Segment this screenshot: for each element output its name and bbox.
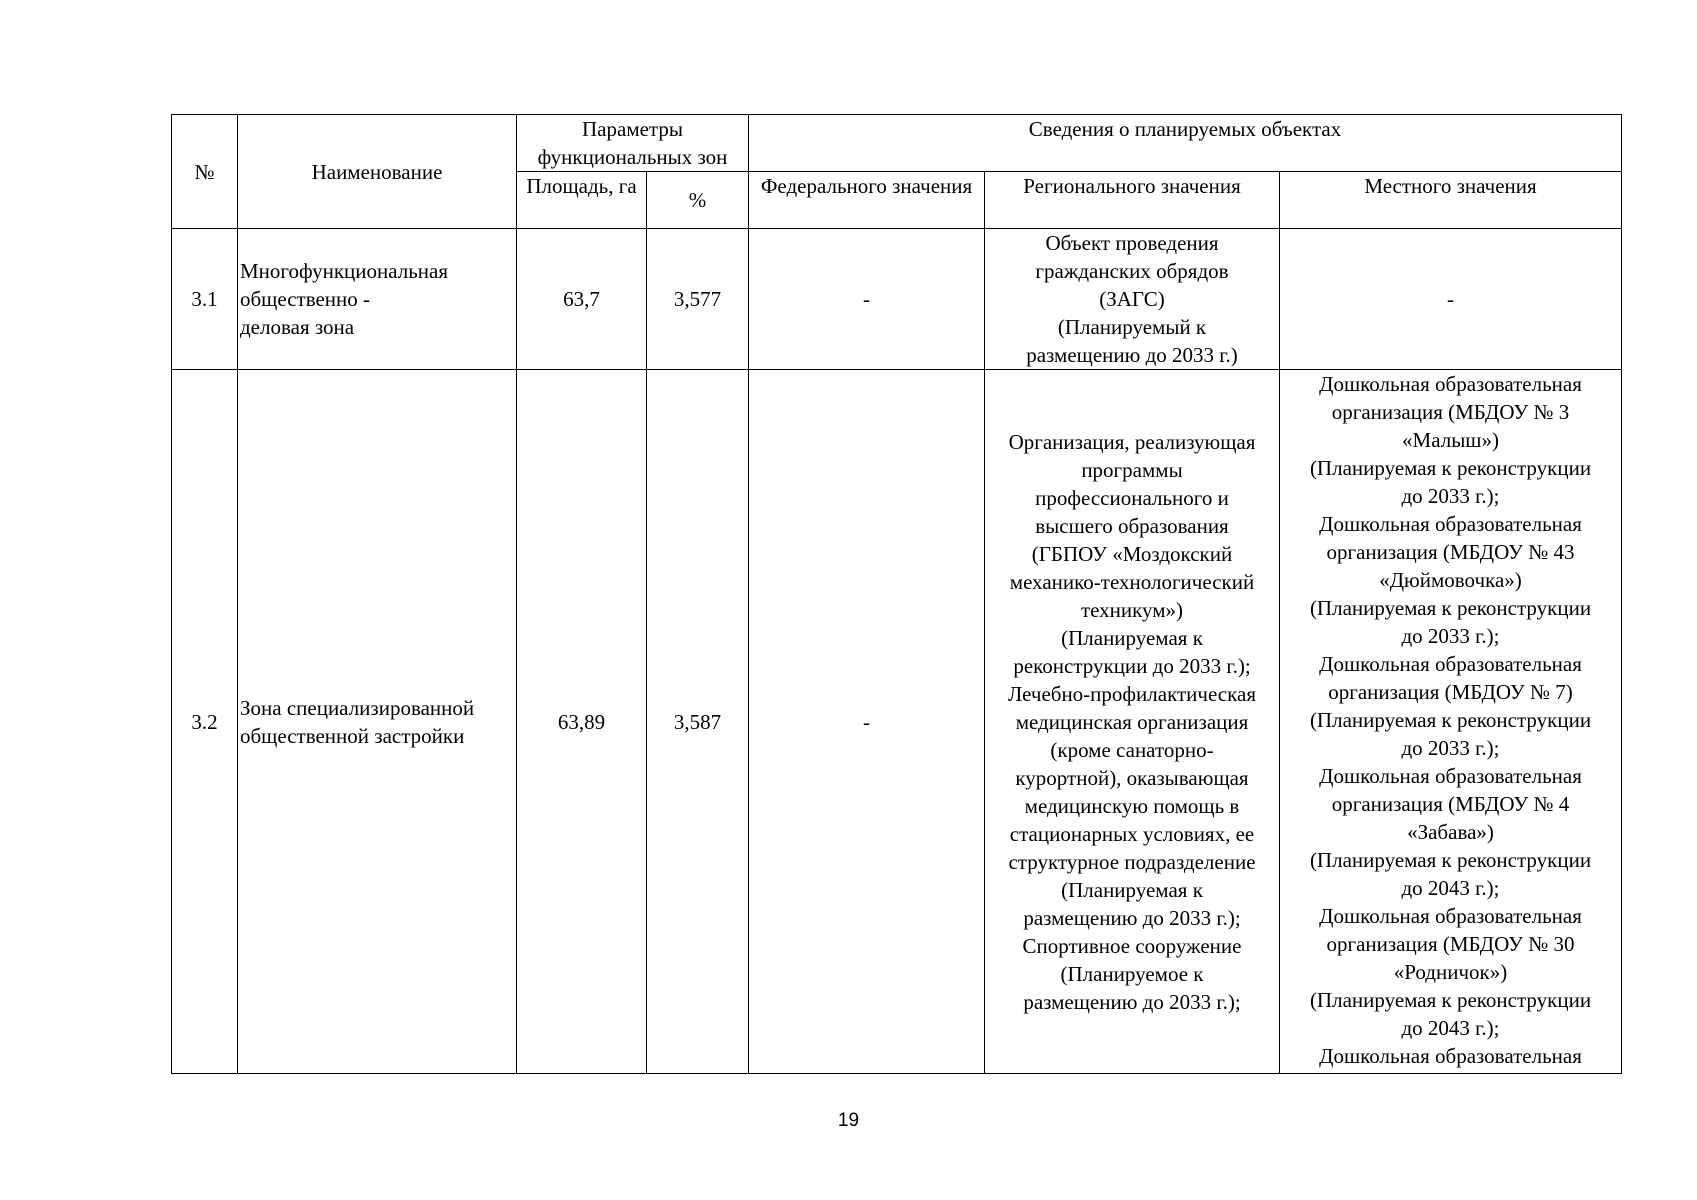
row-name xyxy=(238,370,517,1074)
row-local-line: «Родничок») xyxy=(1393,960,1508,984)
header-params: Параметры функциональных зон xyxy=(517,115,749,172)
table-row xyxy=(172,370,1622,1074)
header-info: Сведения о планируемых объектах xyxy=(749,115,1622,172)
row-regional xyxy=(985,229,1280,370)
row-regional-line: (ГБПОУ «Моздокский xyxy=(1031,541,1233,566)
header-num: № xyxy=(172,115,238,229)
row-local-line: «Малыш») xyxy=(1402,428,1499,452)
row-name xyxy=(238,229,517,370)
row-area: 63,89 xyxy=(517,370,647,1074)
row-regional-line: реконструкции до 2033 г.); xyxy=(1013,653,1251,678)
row-local-line: до 2033 г.); xyxy=(1401,484,1500,508)
row-regional-line: Спортивное сооружение xyxy=(1022,933,1242,958)
row-regional-line: (Планируемая к xyxy=(1061,625,1203,650)
row-regional-line: медицинскую помощь в xyxy=(1024,793,1240,818)
row-regional-line: Организация, реализующая xyxy=(1008,429,1256,454)
row-regional-line: (ЗАГС) xyxy=(1099,287,1165,311)
row-federal: - xyxy=(749,229,985,370)
table-row xyxy=(172,229,1622,370)
row-local-line: организация (МБДОУ № 3 xyxy=(1331,400,1570,424)
row-local-line: Дошкольная образовательная xyxy=(1319,512,1582,536)
row-local-line: организация (МБДОУ № 43 xyxy=(1326,540,1575,564)
row-local xyxy=(1280,370,1622,1074)
row-local-line: (Планируемая к реконструкции xyxy=(1309,708,1592,732)
row-regional-line: размещению до 2033 г.); xyxy=(1023,905,1241,930)
row-name-line: деловая зона xyxy=(240,315,355,339)
header-percent: % xyxy=(647,172,749,229)
row-local-line: организация (МБДОУ № 7) xyxy=(1328,680,1573,704)
page-number: 19 xyxy=(837,1110,860,1131)
row-regional-line: гражданских обрядов xyxy=(1035,259,1229,283)
row-area: 63,7 xyxy=(517,229,647,370)
header-row-1 xyxy=(172,115,1622,172)
row-local-line: Дошкольная образовательная xyxy=(1319,652,1582,676)
row-name-line: Многофункциональная xyxy=(240,259,449,283)
header-name: Наименование xyxy=(238,115,517,229)
row-regional-line: техникум») xyxy=(1080,597,1184,622)
row-regional-line: профессионального и xyxy=(1035,485,1229,510)
row-regional-line: (Планируемая к xyxy=(1061,877,1203,902)
row-percent: 3,577 xyxy=(647,229,749,370)
row-regional-line: механико-технологический xyxy=(1009,569,1255,594)
header-federal: Федерального значения xyxy=(749,172,985,229)
row-local-line: до 2043 г.); xyxy=(1401,1016,1500,1040)
header-area: Площадь, га xyxy=(517,172,647,229)
row-local-line: «Дюймовочка») xyxy=(1379,568,1522,592)
row-regional-line: размещению до 2033 г.) xyxy=(1026,343,1238,367)
row-regional-line: программы xyxy=(1081,457,1183,482)
row-num: 3.1 xyxy=(172,229,238,370)
row-name-line: общественной застройки xyxy=(240,723,465,748)
row-local-line: (Планируемая к реконструкции xyxy=(1309,596,1592,620)
row-local-line: Дошкольная образовательная xyxy=(1319,904,1582,928)
planned-objects-table xyxy=(171,114,1622,1074)
row-regional-line: структурное подразделение xyxy=(1008,849,1256,874)
row-local-line: (Планируемая к реконструкции xyxy=(1309,456,1592,480)
row-regional-line: размещению до 2033 г.); xyxy=(1023,989,1241,1014)
header-regional: Регионального значения xyxy=(985,172,1280,229)
row-federal: - xyxy=(749,370,985,1074)
row-local-line: Дошкольная образовательная xyxy=(1319,372,1582,396)
row-regional-line: (Планируемое к xyxy=(1060,961,1204,986)
row-regional-line: высшего образования xyxy=(1035,513,1229,538)
row-local-line: до 2033 г.); xyxy=(1401,736,1500,760)
row-name-line: Зона специализированной xyxy=(240,695,475,720)
row-local-line: организация (МБДОУ № 30 xyxy=(1326,932,1575,956)
row-local-line: до 2033 г.); xyxy=(1401,624,1500,648)
row-regional-line: стационарных условиях, ее xyxy=(1009,821,1255,846)
row-local-line: Дошкольная образовательная xyxy=(1319,1044,1582,1068)
row-regional-line: (кроме санаторно- xyxy=(1050,737,1214,762)
row-regional-line: (Планируемый к xyxy=(1057,315,1207,339)
row-local-line: «Забава») xyxy=(1407,820,1494,844)
row-regional xyxy=(985,370,1280,1074)
row-num: 3.2 xyxy=(172,370,238,1074)
row-regional-line: курортной), оказывающая xyxy=(1015,765,1249,790)
row-regional-line: Лечебно-профилактическая xyxy=(1007,681,1256,706)
row-local-line: (Планируемая к реконструкции xyxy=(1309,848,1592,872)
row-local-line: Дошкольная образовательная xyxy=(1319,764,1582,788)
row-local-line: до 2043 г.); xyxy=(1401,876,1500,900)
row-percent: 3,587 xyxy=(647,370,749,1074)
row-regional-line: медицинская организация xyxy=(1015,709,1249,734)
row-regional-line: Объект проведения xyxy=(1045,231,1219,255)
row-local-line: (Планируемая к реконструкции xyxy=(1309,988,1592,1012)
row-local: - xyxy=(1280,229,1622,370)
row-name-line: общественно - xyxy=(240,287,371,311)
row-local-line: организация (МБДОУ № 4 xyxy=(1331,792,1570,816)
header-local: Местного значения xyxy=(1280,172,1622,229)
